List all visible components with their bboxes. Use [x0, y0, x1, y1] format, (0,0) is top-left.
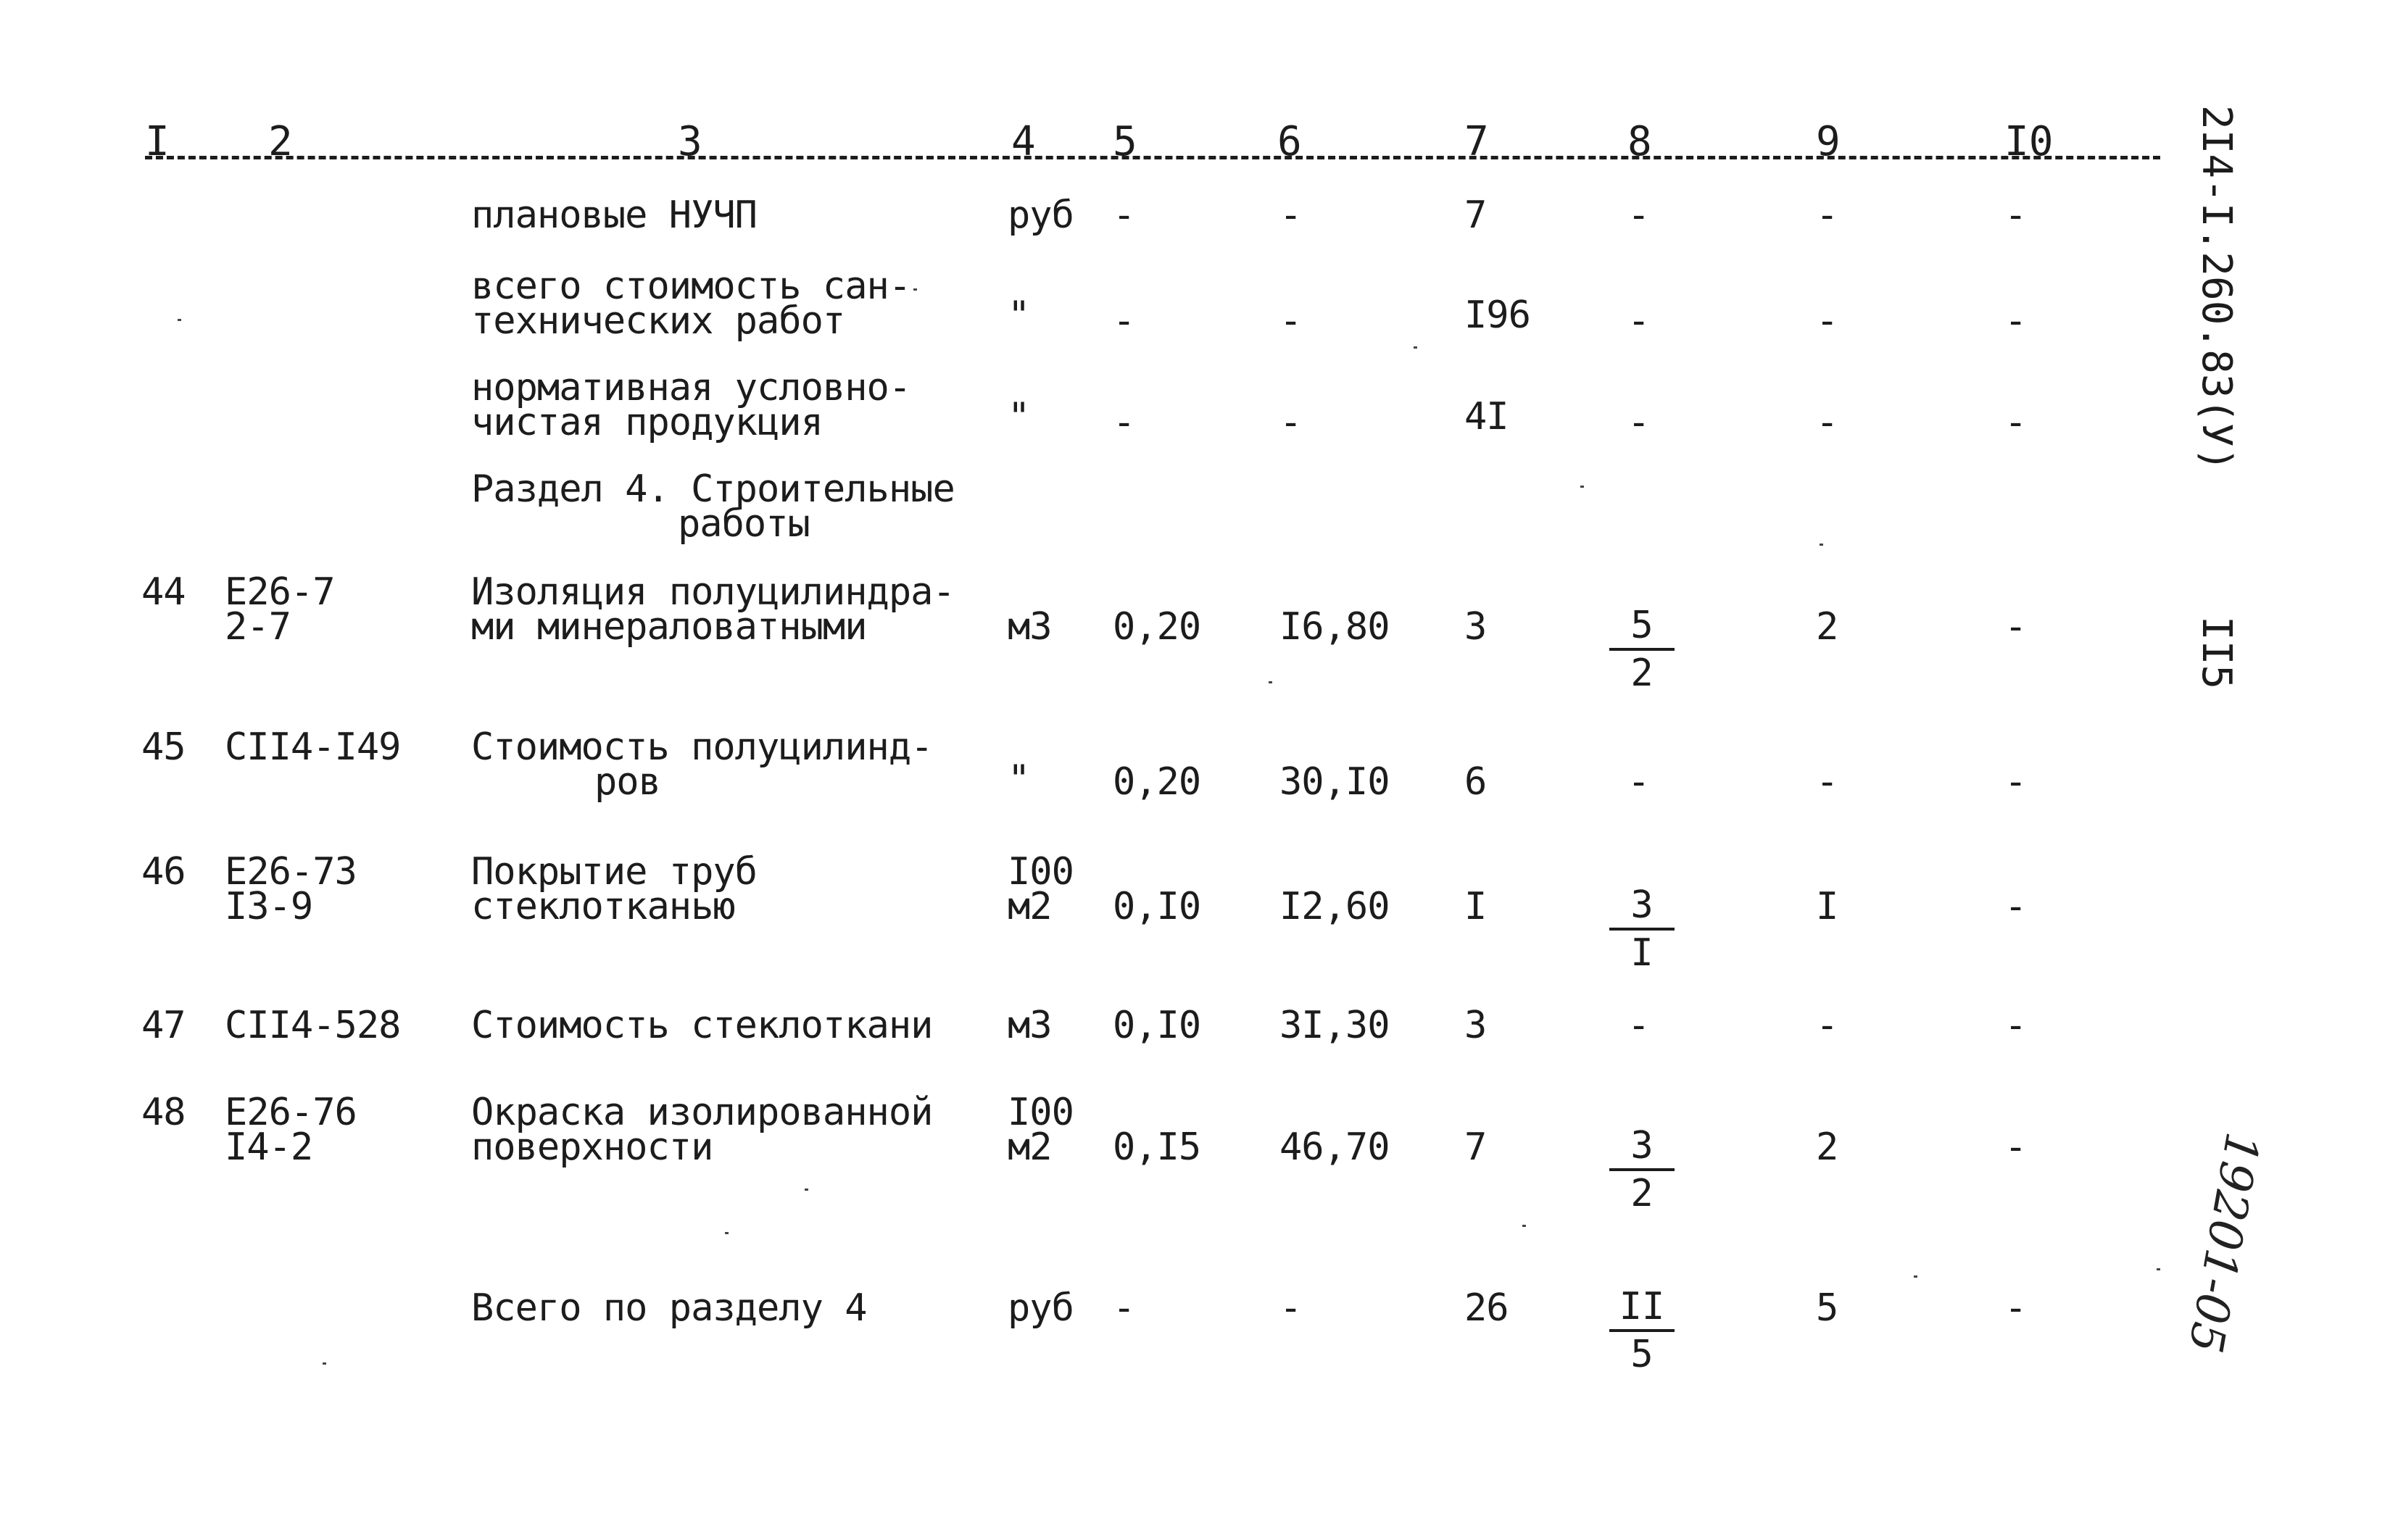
row-name-line2: поверхности — [471, 1125, 713, 1169]
section-title-line1: Раздел 4. Строительные — [471, 467, 955, 511]
row-col10: - — [2004, 1004, 2027, 1047]
row-col7: I — [1464, 885, 1487, 928]
row-col9: 2 — [1816, 1125, 1838, 1169]
row-col7: 26 — [1464, 1286, 1509, 1330]
row-code-line1: Е26-73 — [225, 850, 357, 894]
row-col5: 0,20 — [1113, 760, 1201, 804]
scan-speck — [805, 1189, 808, 1191]
row-unit: м3 — [1008, 605, 1052, 649]
scan-speck — [1914, 1275, 1917, 1278]
fraction-denominator: 5 — [1630, 1333, 1654, 1376]
row-col7: 3 — [1464, 1004, 1487, 1047]
fraction-denominator: 2 — [1630, 1172, 1654, 1215]
row-col10: - — [2004, 401, 2027, 444]
row-name-line2: технических работ — [471, 299, 845, 343]
row-col10: - — [2004, 1125, 2027, 1169]
fraction-numerator: 3 — [1609, 887, 1675, 931]
row-code-line2: 2-7 — [225, 605, 291, 649]
row-unit: руб — [1008, 1286, 1074, 1330]
row-code-line1: Е26-76 — [225, 1091, 357, 1134]
row-code-line2: I3-9 — [225, 885, 313, 928]
fraction-numerator: II — [1609, 1289, 1675, 1332]
row-col9: - — [1816, 299, 1838, 343]
row-col6: 46,70 — [1279, 1125, 1390, 1169]
row-name-line1: Стоимость полуцилинд- — [471, 725, 933, 769]
row-col7: 4I — [1464, 395, 1509, 438]
scan-speck — [1414, 346, 1417, 349]
scan-speck — [1820, 544, 1823, 546]
row-name-line2: чистая продукция — [471, 401, 823, 444]
row-col5: - — [1113, 193, 1135, 237]
scan-speck — [1580, 486, 1584, 488]
col-header-1: I — [145, 118, 170, 165]
col-header-2: 2 — [268, 118, 293, 165]
row-code-line2: I4-2 — [225, 1125, 313, 1169]
col-header-8: 8 — [1627, 118, 1652, 165]
row-number: 44 — [141, 570, 186, 614]
fraction-denominator: 2 — [1630, 652, 1654, 695]
col-header-9: 9 — [1816, 118, 1841, 165]
row-col5: - — [1113, 299, 1135, 343]
row-col6: 30,I0 — [1279, 760, 1390, 804]
row-col8-fraction — [1609, 1285, 1675, 1376]
header-rule — [145, 156, 2160, 159]
fraction-numerator: 5 — [1609, 607, 1675, 651]
row-code: СII4-I49 — [225, 725, 401, 769]
row-unit-line2: м2 — [1008, 1125, 1052, 1169]
row-col8-fraction — [1609, 604, 1675, 695]
row-col6: I2,60 — [1279, 885, 1390, 928]
row-col9: - — [1816, 401, 1838, 444]
row-unit: " — [1008, 757, 1030, 801]
row-col9: - — [1816, 193, 1838, 237]
row-col6: - — [1279, 193, 1302, 237]
scan-speck — [913, 288, 917, 291]
row-name-line2: стеклотканью — [471, 885, 735, 928]
row-col6: - — [1279, 299, 1302, 343]
row-col6: I6,80 — [1279, 605, 1390, 649]
row-col8: - — [1627, 1004, 1650, 1047]
row-col8: - — [1627, 401, 1650, 444]
row-col9: - — [1816, 1004, 1838, 1047]
col-header-7: 7 — [1464, 118, 1489, 165]
fraction-denominator: I — [1630, 931, 1654, 975]
row-col10: - — [2004, 1286, 2027, 1330]
row-col10: - — [2004, 760, 2027, 804]
row-name-line1: Покрытие труб — [471, 850, 757, 894]
row-col7: 7 — [1464, 1125, 1487, 1169]
row-number: 45 — [141, 725, 186, 769]
scan-speck — [2157, 1268, 2160, 1270]
row-col8-fraction — [1609, 883, 1675, 975]
row-unit-line1: I00 — [1008, 1091, 1074, 1134]
row-number: 46 — [141, 850, 186, 894]
row-col5: 0,I5 — [1113, 1125, 1201, 1169]
row-name-line1: нормативная условно- — [471, 366, 911, 409]
row-col8-fraction — [1609, 1124, 1675, 1215]
row-unit: " — [1008, 294, 1030, 337]
row-col6: - — [1279, 1286, 1302, 1330]
row-col8: - — [1627, 299, 1650, 343]
row-col5: 0,I0 — [1113, 1004, 1201, 1047]
row-name: Стоимость стеклоткани — [471, 1004, 933, 1047]
document-code: 2I4-I.260.83(У) — [2193, 105, 2240, 472]
row-col10: - — [2004, 193, 2027, 237]
row-name: плановые НУЧП — [471, 193, 757, 237]
row-col5: - — [1113, 1286, 1135, 1330]
row-unit: руб — [1008, 193, 1074, 237]
handwritten-stamp-number: 19201-05 — [2177, 1128, 2269, 1357]
row-col8: - — [1627, 193, 1650, 237]
row-name-line1: Изоляция полуцилиндра- — [471, 570, 955, 614]
col-header-6: 6 — [1277, 118, 1302, 165]
row-name: Всего по разделу 4 — [471, 1286, 867, 1330]
row-number: 48 — [141, 1091, 186, 1134]
row-col9: I — [1816, 885, 1838, 928]
row-unit: " — [1008, 395, 1030, 438]
row-col9: 5 — [1816, 1286, 1838, 1330]
row-col7: I96 — [1464, 294, 1530, 337]
row-col10: - — [2004, 299, 2027, 343]
row-unit-line1: I00 — [1008, 850, 1074, 894]
row-number: 47 — [141, 1004, 186, 1047]
row-col10: - — [2004, 605, 2027, 649]
row-col8: - — [1627, 760, 1650, 804]
col-header-3: 3 — [678, 118, 702, 165]
col-header-5: 5 — [1113, 118, 1137, 165]
row-unit-line2: м2 — [1008, 885, 1052, 928]
row-col6: 3I,30 — [1279, 1004, 1390, 1047]
row-col5: 0,20 — [1113, 605, 1201, 649]
row-col9: - — [1816, 760, 1838, 804]
scan-speck — [725, 1232, 729, 1234]
scan-speck — [323, 1362, 326, 1365]
row-unit: м3 — [1008, 1004, 1052, 1047]
row-code: СII4-528 — [225, 1004, 401, 1047]
row-name-line2: ров — [594, 760, 660, 804]
col-header-4: 4 — [1011, 118, 1036, 165]
page-number: II5 — [2193, 616, 2240, 690]
row-code-line1: Е26-7 — [225, 570, 335, 614]
row-col6: - — [1279, 401, 1302, 444]
fraction-numerator: 3 — [1609, 1128, 1675, 1171]
scan-speck — [1269, 681, 1272, 683]
row-col7: 7 — [1464, 193, 1487, 237]
scan-speck — [1522, 1225, 1526, 1227]
col-header-10: I0 — [2004, 118, 2054, 165]
row-col10: - — [2004, 885, 2027, 928]
row-name-line2: ми минераловатными — [471, 605, 867, 649]
scan-speck — [178, 319, 181, 321]
section-title-line2: работы — [678, 502, 810, 546]
row-name-line1: Окраска изолированной — [471, 1091, 933, 1134]
row-name-line1: всего стоимость сан- — [471, 265, 911, 308]
row-col5: 0,I0 — [1113, 885, 1201, 928]
row-col9: 2 — [1816, 605, 1838, 649]
row-col7: 3 — [1464, 605, 1487, 649]
row-col7: 6 — [1464, 760, 1487, 804]
row-col5: - — [1113, 401, 1135, 444]
